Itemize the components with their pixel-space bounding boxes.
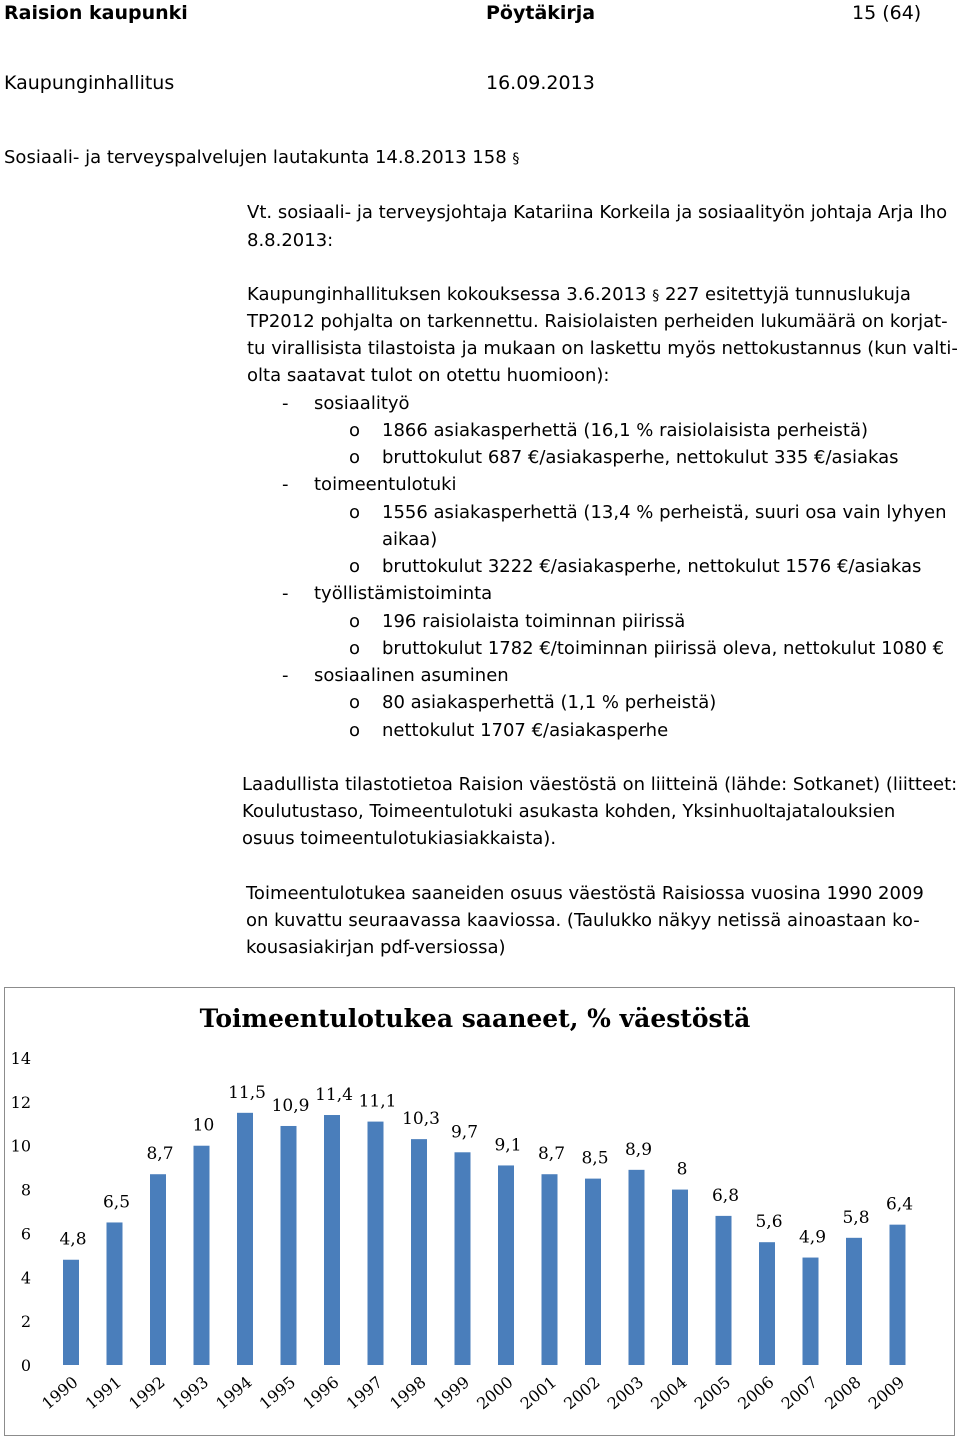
list-dash: - [282,474,289,495]
x-tick-label: 1993 [168,1372,213,1414]
data-label: 11,4 [315,1085,353,1106]
bullet: o [349,638,361,659]
list-item: 1866 asiakasperhettä (16,1 % raisiolaisista perheistä) [382,420,869,441]
x-tick-label: 2006 [734,1372,778,1414]
data-label: 6,4 [885,1194,914,1215]
bar [890,1225,906,1365]
meeting-body: Kaupunginhallitus [4,72,175,94]
para1-line-1a: Kaupunginhallituksen kokouksessa 3.6.2013 [247,284,647,305]
list-item: 1556 asiakasperhettä (13,4 % perheistä, suuri osa vain lyhyen [382,502,947,523]
data-label: 9,1 [494,1135,522,1156]
bullet: o [349,611,361,632]
x-tick-label: 1995 [255,1372,300,1414]
data-label: 8,9 [624,1139,653,1160]
bar [107,1222,123,1365]
list-dash: - [282,393,289,414]
bar-chart [4,987,955,1436]
list-item: aikaa) [382,529,438,550]
data-label: 10 [192,1115,215,1136]
bar [324,1115,340,1365]
para2-line-3: osuus toimeentulotukiasiakkaista). [242,828,557,849]
list-heading: työllistämistoiminta [314,583,493,604]
para1-line-2: TP2012 pohjalta on tarkennettu. Raisiolaisten perheiden lukumäärä on korjat- [247,311,948,332]
data-label: 10,3 [402,1109,440,1130]
list-dash: - [282,665,289,686]
data-label: 8,7 [146,1144,174,1165]
agenda-item-text: Sosiaali- ja terveyspalvelujen lautakunta 14.8.2013 158 [4,147,507,168]
bar [455,1152,471,1365]
doc-type: Pöytäkirja [486,2,596,24]
data-label: 4,8 [59,1229,87,1250]
page-number: 15 (64) [852,2,922,24]
x-tick-label: 2003 [603,1372,648,1414]
data-label: 9,7 [450,1122,479,1143]
x-tick-label: 1998 [386,1372,430,1414]
para3-line-1: Toimeentulotukea saaneiden osuus väestöstä Raisiossa vuosina 1990 2009 [246,883,924,904]
section-sign: § [512,151,520,167]
y-tick-label: 14 [10,1049,31,1068]
bars [63,1113,906,1365]
list-item: nettokulut 1707 €/asiakasperhe [382,720,669,741]
y-tick-label: 4 [20,1268,31,1288]
agenda-item-line [4,147,519,168]
chart-canvas [5,988,954,1435]
intro-line-1: Vt. sosiaali- ja terveysjohtaja Katariina Korkeila ja sosiaalityön johtaja Arja Iho [247,202,948,223]
para1-line-1 [247,284,911,305]
chart-title: Toimeentulotukea saaneet, % väestöstä [199,1004,751,1033]
para1-line-1b: 227 esitettyjä tunnuslukuja [664,284,911,305]
x-tick-label: 2001 [516,1372,561,1414]
bar [237,1113,253,1365]
bar [368,1122,384,1365]
data-label: 11,5 [228,1082,266,1103]
org-name: Raision kaupunki [4,2,188,24]
data-label: 8,5 [581,1148,609,1169]
bar [63,1260,79,1365]
y-axis [11,1049,31,1375]
y-tick-label: 10 [10,1136,31,1156]
para3-line-3: kousasiakirjan pdf-versiossa) [246,937,506,958]
x-tick-label: 2000 [473,1372,517,1414]
bullet: o [349,720,361,741]
list-dash: - [282,583,289,604]
bar [411,1139,427,1365]
data-label: 6,8 [711,1185,740,1206]
bar [194,1146,210,1365]
bullet: o [349,447,361,468]
section-sign: § [652,288,660,304]
y-tick-label: 12 [10,1092,31,1112]
bullet: o [349,502,361,523]
data-label: 10,9 [271,1095,310,1116]
para1-line-4: olta saatavat tulot on otettu huomioon): [247,365,610,386]
data-labels [59,1083,913,1250]
x-axis-labels [38,1373,908,1414]
x-tick-label: 1990 [38,1372,82,1414]
bar [846,1238,862,1365]
bar [759,1242,775,1365]
x-tick-label: 2008 [821,1372,865,1414]
list-item: bruttokulut 3222 €/asiakasperhe, nettokulut 1576 €/asiakas [382,556,922,577]
bullet: o [349,556,361,577]
list-heading: toimeentulotuki [314,474,457,495]
x-tick-label: 1994 [212,1372,256,1414]
x-tick-label: 2005 [690,1372,735,1414]
bullet: o [349,692,361,713]
x-tick-label: 1999 [429,1372,474,1414]
bar [629,1170,645,1365]
x-tick-label: 1996 [299,1372,343,1414]
x-tick-label: 1991 [81,1372,126,1414]
intro-line-2: 8.8.2013: [247,230,334,251]
x-tick-label: 1997 [342,1372,387,1414]
para2-line-1: Laadullista tilastotietoa Raision väestöstä on liitteinä (lähde: Sotkanet) (liitteet: [242,774,958,795]
x-tick-label: 1992 [125,1372,169,1414]
bar [281,1126,297,1365]
para1-line-3: tu virallisista tilastoista ja mukaan on laskettu myös nettokustannus (kun valti- [247,338,958,359]
y-tick-label: 6 [20,1224,31,1244]
para2-line-2: Koulutustaso, Toimeentulotuki asukasta kohden, Yksinhuoltajatalouksien [242,801,896,822]
bullet: o [349,420,361,441]
data-label: 8 [676,1159,688,1180]
y-tick-label: 8 [20,1180,31,1200]
x-tick-label: 2007 [777,1372,822,1414]
bar [585,1179,601,1365]
list-heading: sosiaalinen asuminen [314,665,509,686]
y-tick-label: 2 [20,1312,31,1332]
bar [803,1258,819,1365]
data-label: 6,5 [102,1192,131,1213]
bar [150,1174,166,1365]
x-tick-label: 2004 [647,1372,691,1414]
x-tick-label: 2009 [864,1372,909,1414]
bar [716,1216,732,1365]
list-item: 80 asiakasperhettä (1,1 % perheistä) [382,692,717,713]
data-label: 5,6 [755,1212,783,1233]
data-label: 8,7 [537,1144,566,1165]
bar [498,1165,514,1365]
data-label: 5,8 [842,1207,870,1228]
y-tick-label: 0 [20,1356,31,1375]
list-item: 196 raisiolaista toiminnan piirissä [382,611,686,632]
meeting-date: 16.09.2013 [486,72,595,94]
list-item: bruttokulut 687 €/asiakasperhe, nettokulut 335 €/asiakas [382,447,899,468]
bar [672,1190,688,1365]
data-label: 4,9 [798,1227,827,1248]
bar [542,1174,558,1365]
list-item: bruttokulut 1782 €/toiminnan piirissä oleva, nettokulut 1080 € [382,638,945,659]
list-heading: sosiaalityö [314,393,410,414]
data-label: 11,1 [358,1091,397,1112]
para3-line-2: on kuvattu seuraavassa kaaviossa. (Taulukko näkyy netissä ainoastaan ko- [246,910,920,931]
x-tick-label: 2002 [560,1372,604,1414]
